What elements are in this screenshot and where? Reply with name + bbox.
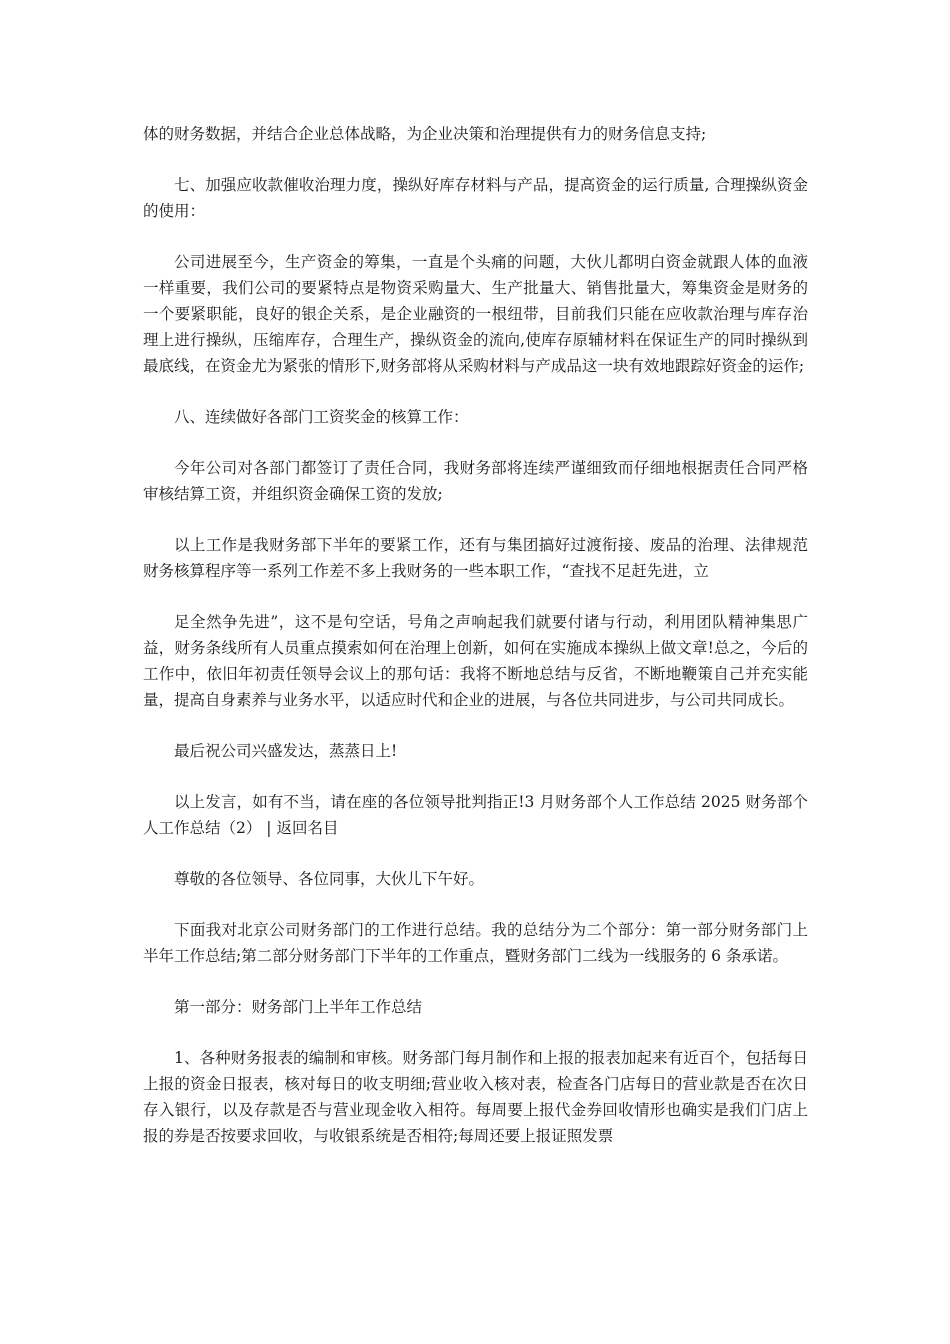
paragraph-best-wishes: 最后祝公司兴盛发达，蒸蒸日上! xyxy=(174,742,398,760)
paragraph-section-eight-heading: 八、连续做好各部门工资奖金的核算工作： xyxy=(174,408,469,426)
paragraph-part-one-heading: 第一部分：财务部门上半年工作总结 xyxy=(174,998,423,1016)
paragraph-team-spirit: 足全然争先进”，这不是句空话，号角之声响起我们就要付诸与行动，利用团队精神集思广益，财务条线所有人员重点摸索如何在治理上创新，如何在实施成本操纵上做文章!总之，今后的工作中，依旧年初责任领导会议上的那句话：我将不断地总结与反省，不断地鞭策自己并充实能量，提高自身素养与业务水平，以适应时代和企业的进展，与各位共同进步，与公司共同成长。 xyxy=(143,613,808,709)
paragraph-greeting: 尊敬的各位领导、各位同事，大伙儿下午好。 xyxy=(174,870,485,888)
paragraph-closing-remarks: 以上发言，如有不当，请在座的各位领导批判指正!3 月财务部个人工作总结 2025 财务部个人工作总结（2） | 返回名目 xyxy=(143,793,808,837)
paragraph-financial-reports: 1、各种财务报表的编制和审核。财务部门每月制作和上报的报表加起来有近百个，包括每日上报的资金日报表，核对每日的收支明细;营业收入核对表，检查各门店每日的营业款是否在次日存入银行，以及存款是否与营业现金收入相符。每周要上报代金券回收情形也确实是我们门店上报的券是否按要求回收，与收银系统是否相符;每周还要上报证照发票 xyxy=(143,1049,808,1145)
paragraph-summary-work: 以上工作是我财务部下半年的要紧工作，还有与集团搞好过渡衔接、废品的治理、法律规范财务核算程序等一系列工作差不多上我财务的一些本职工作，“查找不足赶先进，立 xyxy=(143,536,808,580)
document-body xyxy=(143,121,808,1174)
paragraph-salary-accounting: 今年公司对各部门都签订了责任合同，我财务部将连续严谨细致而仔细地根据责任合同严格审核结算工资，并组织资金确保工资的发放; xyxy=(143,459,808,503)
paragraph-capital-management: 公司进展至今，生产资金的筹集，一直是个头痛的问题，大伙儿都明白资金就跟人体的血液一样重要，我们公司的要紧特点是物资采购量大、生产批量大、销售批量大，筹集资金是财务的一个要紧职能，良好的银企关系，是企业融资的一根纽带，目前我们只能在应收款治理与库存治理上进行操纵，压缩库存，合理生产，操纵资金的流向,使库存原辅材料在保证生产的同时操纵到最底线，在资金尤为紧张的情形下,财务部将从采购材料与产成品这一块有效地跟踪好资金的运作; xyxy=(143,253,808,375)
paragraph-summary-intro: 下面我对北京公司财务部门的工作进行总结。我的总结分为二个部分：第一部分财务部门上半年工作总结;第二部分财务部门下半年的工作重点，暨财务部门二线为一线服务的 6 条承诺。 xyxy=(143,921,808,965)
paragraph-continuation: 体的财务数据，并结合企业总体战略，为企业决策和治理提供有力的财务信息支持; xyxy=(143,125,707,143)
paragraph-section-seven-heading: 七、加强应收款催收治理力度，操纵好库存材料与产品，提高资金的运行质量, 合理操纵资金的使用： xyxy=(143,176,808,220)
